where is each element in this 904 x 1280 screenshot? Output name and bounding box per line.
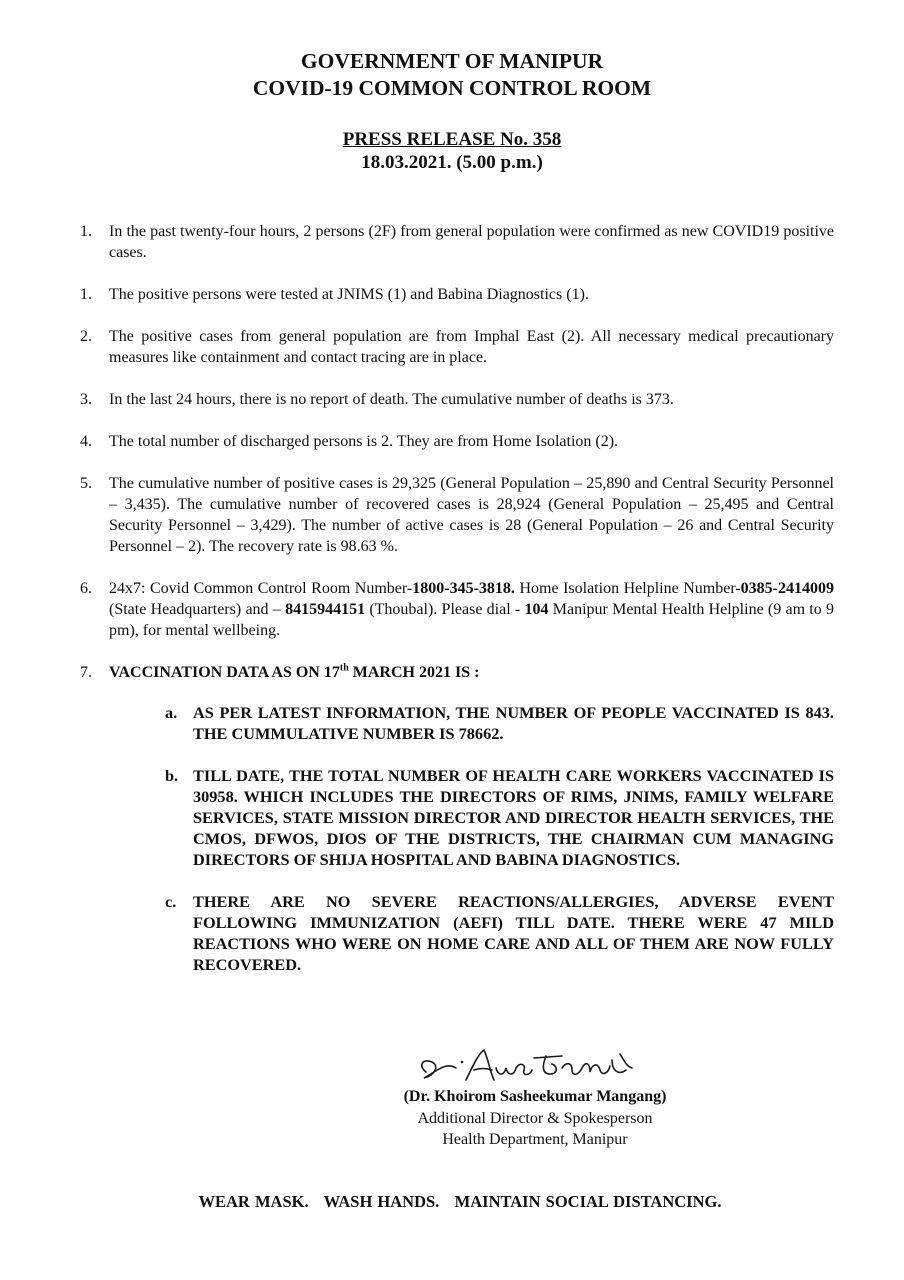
- release-number: PRESS RELEASE No. 358: [342, 129, 562, 150]
- helpline-text: (State Headquarters) and –: [109, 601, 286, 618]
- helpline-text: Home Isolation Helpline Number-: [514, 580, 741, 597]
- signatory-title: Additional Director & Spokesperson: [417, 1109, 653, 1127]
- vaccination-heading-sup: th: [339, 662, 349, 674]
- subitem-letter: a.: [165, 703, 178, 722]
- vaccination-subitems: [109, 702, 834, 975]
- release-items: [80, 221, 834, 975]
- item-number: 1.: [80, 286, 92, 303]
- header-control-room: COVID-19 COMMON CONTROL ROOM: [252, 76, 652, 100]
- vaccination-subitem: [165, 702, 834, 744]
- release-info: [0, 128, 904, 174]
- list-item: [80, 284, 834, 305]
- list-item: [80, 326, 834, 368]
- list-item: [80, 221, 834, 263]
- subitem-letter: b.: [165, 766, 179, 785]
- helpline-text: Manipur Mental Health Helpline (9 am to 9 pm), for mental wellbeing.: [109, 601, 835, 639]
- header-government: GOVERNMENT OF MANIPUR: [300, 49, 604, 73]
- subitem-text: TILL DATE, THE TOTAL NUMBER OF HEALTH CARE WORKERS VACCINATED IS 30958. WHICH INCLUDES THE DIRECTORS OF RIMS, JNIMS, FAMILY WELFARE SERVICES, STATE MISSION DIRECTOR AND DIRECTOR HEALTH SERVICES, THE CMOS, DFWOS, DIOS OF THE DISTRICTS, THE CHAIRMAN CUM MANAGING DIRECTORS OF SHIJA HOSPITAL AND BABINA DIAGNOSTICS.: [193, 766, 834, 869]
- home-isolation-number: 0385-2414009: [740, 580, 834, 597]
- signatory-block: [370, 1086, 700, 1151]
- helpline-item: [80, 578, 834, 641]
- helpline-text: (Thoubal). Please dial -: [365, 601, 525, 618]
- item-text: In the past twenty-four hours, 2 persons (2F) from general population were confirmed as new COVID19 positive cases.: [109, 223, 834, 261]
- vaccination-item: [80, 662, 834, 975]
- vaccination-subitem: [165, 891, 834, 975]
- handwritten-signature: [412, 1040, 642, 1090]
- item-number: 6.: [80, 580, 92, 597]
- list-item: [80, 431, 834, 452]
- item-text: The cumulative number of positive cases is 29,325 (General Population – 25,890 and Central Security Personnel – 3,435). The cumulative number of recovered cases is 28,924 (General Population – 25,495 and Central Security Personnel – 3,429). The number of active cases is 28 (General Population – 26 and Central Security Personnel – 2). The recovery rate is 98.63 %.: [109, 475, 834, 555]
- release-datetime: 18.03.2021. (5.00 p.m.): [361, 152, 543, 173]
- item-number: 1.: [80, 223, 92, 240]
- item-number: 5.: [80, 475, 92, 492]
- vaccination-heading: [109, 664, 479, 681]
- signatory-department: Health Department, Manipur: [442, 1131, 628, 1148]
- subitem-letter: c.: [165, 892, 177, 911]
- vaccination-heading-text: MARCH 2021 IS :: [348, 664, 480, 681]
- mental-health-number: 104: [524, 601, 549, 618]
- item-text: The positive cases from general population are from Imphal East (2). All necessary medical precautionary measures like containment and contact tracing are in place.: [109, 328, 834, 366]
- footer-slogan: [0, 1192, 904, 1212]
- list-item: [80, 389, 834, 410]
- signatory-name: (Dr. Khoirom Sasheekumar Mangang): [403, 1088, 667, 1105]
- list-item: [80, 473, 834, 557]
- item-text: In the last 24 hours, there is no report of death. The cumulative number of deaths is 373.: [109, 391, 674, 408]
- item-number: 3.: [80, 391, 92, 408]
- item-number: 4.: [80, 433, 92, 450]
- helpline-text: 24x7: Covid Common Control Room Number-: [109, 580, 413, 597]
- vaccination-subitem: [165, 765, 834, 870]
- document-header: [0, 48, 904, 102]
- control-room-number: 1800-345-3818.: [412, 580, 515, 597]
- subitem-text: AS PER LATEST INFORMATION, THE NUMBER OF PEOPLE VACCINATED IS 843. THE CUMMULATIVE NUMBER IS 78662.: [193, 703, 834, 743]
- vaccination-heading-text: VACCINATION DATA AS ON 17: [109, 664, 340, 681]
- item-number: 7.: [80, 664, 92, 681]
- item-text: The total number of discharged persons is 2. They are from Home Isolation (2).: [109, 433, 619, 450]
- item-number: 2.: [80, 328, 92, 345]
- thoubal-number: 8415944151: [285, 601, 366, 618]
- item-text: The positive persons were tested at JNIMS (1) and Babina Diagnostics (1).: [109, 286, 589, 303]
- subitem-text: THERE ARE NO SEVERE REACTIONS/ALLERGIES, ADVERSE EVENT FOLLOWING IMMUNIZATION (AEFI) TILL DATE. THERE WERE 47 MILD REACTIONS WHO WERE ON HOME CARE AND ALL OF THEM ARE NOW FULLY RECOVERED.: [193, 892, 834, 974]
- footer-slogan-text: WEAR MASK. WASH HANDS. MAINTAIN SOCIAL DISTANCING.: [198, 1192, 722, 1211]
